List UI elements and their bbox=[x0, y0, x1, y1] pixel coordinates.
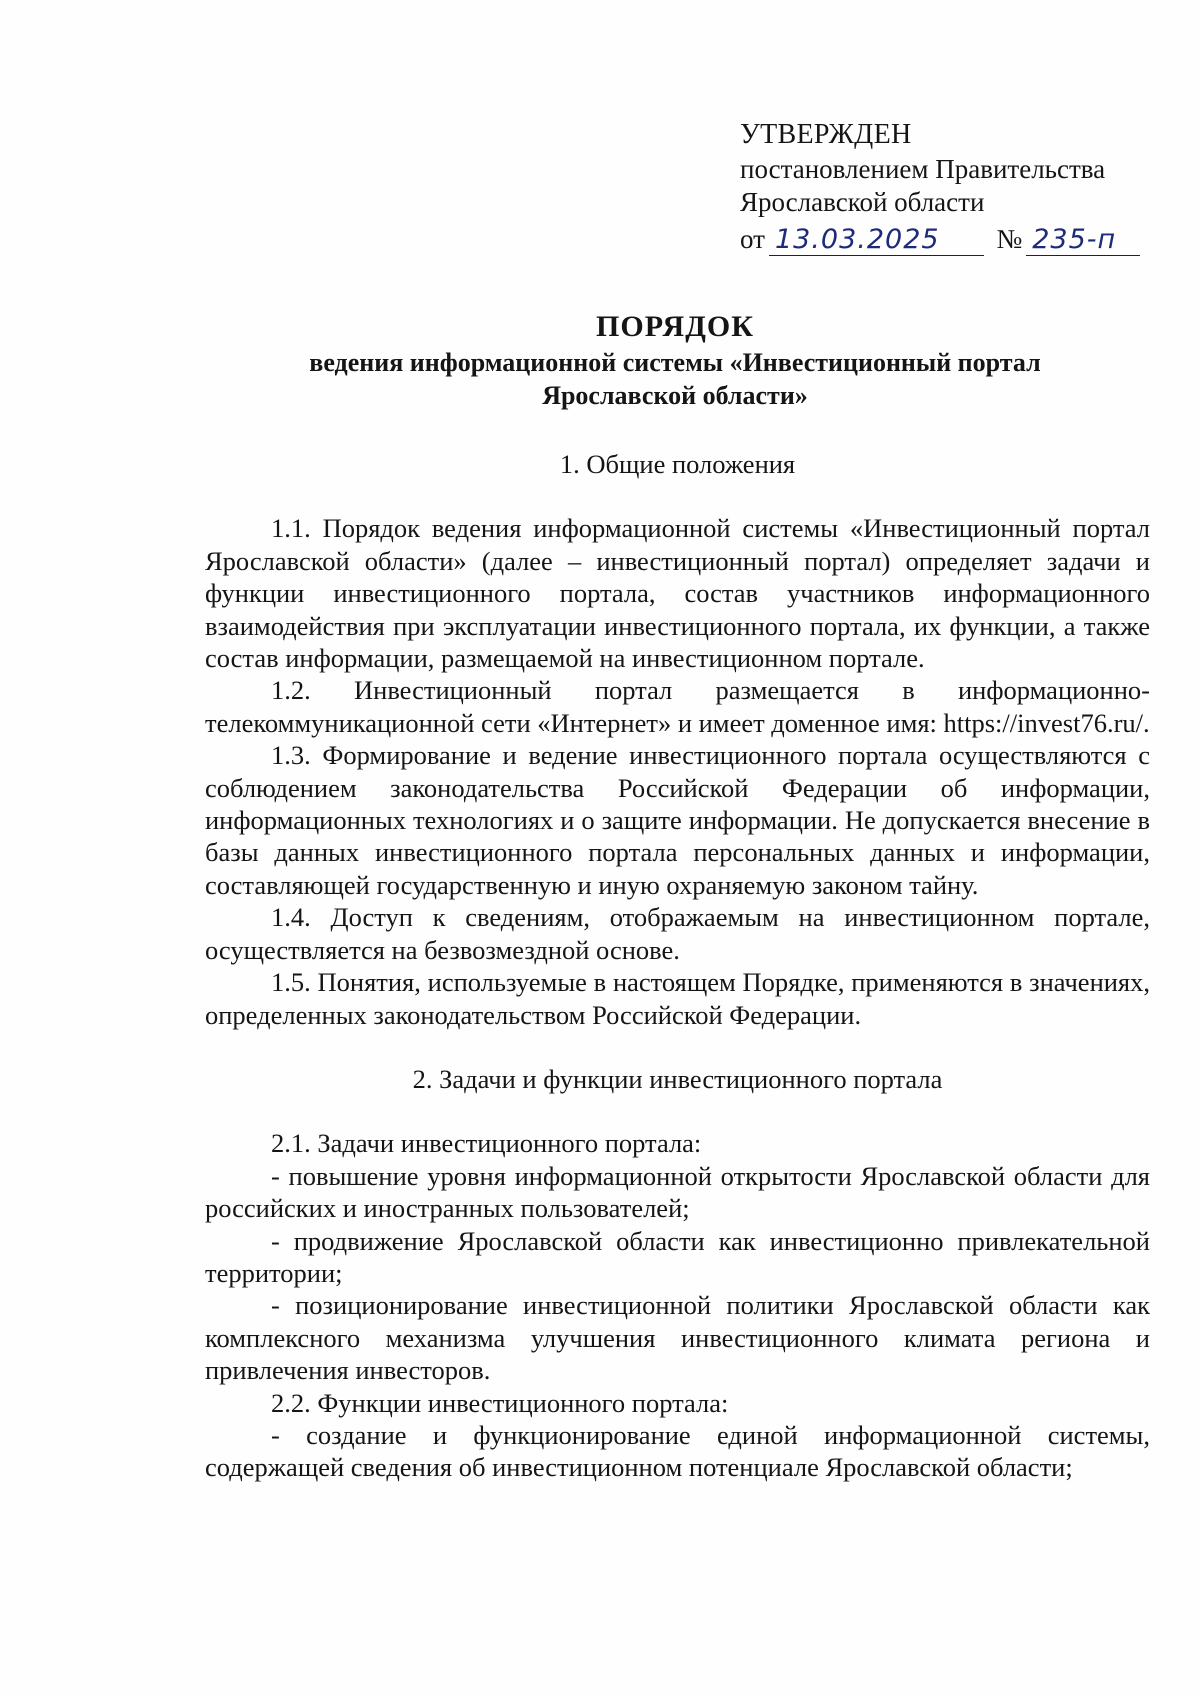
approval-authority: постановлением Правительства bbox=[740, 154, 1106, 184]
paragraph: 1.5. Понятия, используемые в настоящем Порядке, применяются в значениях, определенных законодательством Российской Федерации. bbox=[205, 967, 1150, 1030]
section-title: 1. Общие положения bbox=[559, 449, 796, 479]
document-title: ПОРЯДОК bbox=[596, 310, 754, 343]
approval-date-row bbox=[740, 223, 1140, 256]
paragraph: 2.1. Задачи инвестиционного портала: bbox=[271, 1128, 702, 1159]
list-item: - создание и функционирование единой информационной системы, содержащей сведения об инвестиционном потенциале Ярославской области; bbox=[205, 1419, 1150, 1483]
document-body bbox=[205, 448, 1150, 1484]
document-subtitle-line-1: ведения информационной системы «Инвестиционный портал bbox=[309, 348, 1041, 377]
approval-block bbox=[740, 118, 1140, 256]
paragraph: 1.4. Доступ к сведениям, отображаемым на инвестиционном портале, осуществляется на безвозмездной основе. bbox=[205, 902, 1150, 965]
paragraph: 1.1. Порядок ведения информационной системы «Инвестиционный портал Ярославской области» (далее – инвестиционный портал) определяет задачи и функции инвестиционного портала, состав участников информационного взаимодействия при эксплуатации инвестиционного портала, их функции, а также состав информации, размещаемой на инвестиционном портале. bbox=[205, 513, 1150, 674]
approval-title: УТВЕРЖДЕН bbox=[740, 119, 912, 150]
approval-region: Ярославской области bbox=[740, 187, 985, 217]
approval-date: 13.03.2025 bbox=[769, 225, 985, 256]
paragraph: 2.2. Функции инвестиционного портала: bbox=[271, 1387, 729, 1418]
list-item: - позиционирование инвестиционной политики Ярославской области как комплексного механизма улучшения инвестиционного климата региона и привлечения инвесторов. bbox=[205, 1290, 1150, 1386]
paragraph: 1.3. Формирование и ведение инвестиционного портала осуществляются с соблюдением законодательства Российской Федерации об информации, информационных технологиях и о защите информации. Не допускается внесение в базы данных инвестиционного портала персональных данных и информации, составляющей государственную и иную охраняемую законом тайну. bbox=[205, 740, 1150, 900]
date-prefix: от bbox=[740, 224, 765, 254]
list-item: - продвижение Ярославской области как инвестиционно привлекательной территории; bbox=[205, 1225, 1150, 1288]
document-subtitle-line-2: Ярославской области» bbox=[542, 381, 808, 410]
section-title: 2. Задачи и функции инвестиционного портала bbox=[412, 1063, 943, 1094]
number-prefix: № bbox=[996, 224, 1023, 254]
approval-number: 235-п bbox=[1026, 225, 1140, 256]
paragraph: 1.2. Инвестиционный портал размещается в информационно-телекоммуникационной сети «Интернет» и имеет доменное имя: https://invest76.ru/. bbox=[205, 675, 1150, 738]
list-item: - повышение уровня информационной открытости Ярославской области для российских и иностранных пользователей; bbox=[205, 1160, 1150, 1224]
document-heading bbox=[200, 308, 1150, 412]
